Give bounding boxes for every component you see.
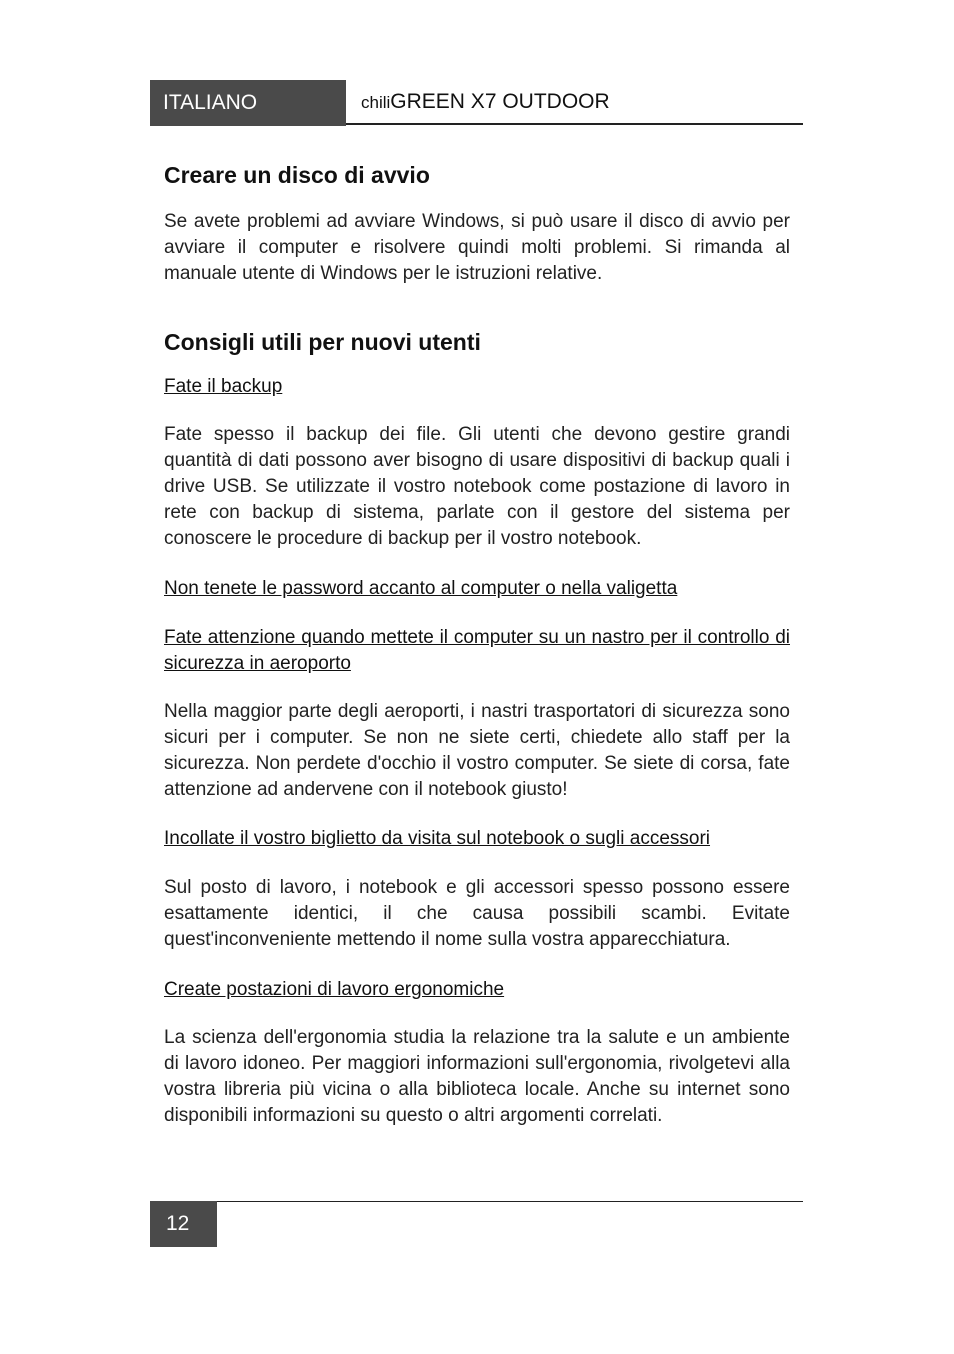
page-header — [150, 80, 803, 126]
section-title-tips: Consigli utili per nuovi utenti — [164, 329, 481, 355]
product-prefix: chili — [361, 93, 391, 112]
tip-heading-backup: Fate il backup — [164, 376, 283, 397]
header-rule — [346, 123, 803, 125]
tip-body-ergonomics: La scienza dell'ergonomia studia la relazione tra la salute e un ambiente di lavoro idoneo. Per maggiori informazioni sull'ergonomia, rivolgetevi alla vostra libreria più vicina o alla biblioteca locale. Anche su internet sono disponibili informazioni su questo o altri argomenti correlati. — [164, 1027, 790, 1126]
page-number: 12 — [150, 1201, 217, 1247]
section-title-boot-disk: Creare un disco di avvio — [164, 162, 430, 188]
tip-body-airport: Nella maggior parte degli aeroporti, i nastri trasportatori di sicurezza sono sicuri per i computer. Se non ne siete certi, chiedete allo staff per la sicurezza. Non perdete d'occhio il vostro computer. Se siete di corsa, fate attenzione ad andervene con il notebook giusto! — [164, 701, 790, 800]
page-footer — [150, 1201, 803, 1247]
product-title — [361, 80, 610, 124]
tip-heading-password: Non tenete le password accanto al computer o nella valigetta — [164, 578, 678, 599]
tip-body-backup: Fate spesso il backup dei file. Gli utenti che devono gestire grandi quantità di dati possono aver bisogno di usare dispositivi di backup quali i drive USB. Se utilizzate il vostro notebook come postazione di lavoro in rete con backup di sistema, parlate con il gestore del sistema per conoscere le procedure di backup per il vostro notebook. — [164, 424, 790, 549]
tip-heading-business-card: Incollate il vostro biglietto da visita sul notebook o sugli accessori — [164, 828, 711, 849]
section-body-boot-disk: Se avete problemi ad avviare Windows, si può usare il disco di avvio per avviare il computer e risolvere quindi molti problemi. Si rimanda al manuale utente di Windows per le istruzioni relative. — [164, 211, 790, 284]
language-tab: ITALIANO — [150, 80, 346, 126]
page-content — [164, 162, 790, 1129]
tip-heading-airport: Fate attenzione quando mettete il computer su un nastro per il controllo di sicurezza in aeroporto — [164, 627, 790, 674]
tip-heading-ergonomics: Create postazioni di lavoro ergonomiche — [164, 979, 505, 1000]
footer-rule — [216, 1201, 803, 1202]
product-name: GREEN X7 OUTDOOR — [390, 90, 610, 113]
tip-body-business-card: Sul posto di lavoro, i notebook e gli accessori spesso possono essere esattamente identici, il che causa possibili scambi. Evitate quest'inconveniente mettendo il nome sulla vostra apparecchiatura. — [164, 877, 790, 950]
